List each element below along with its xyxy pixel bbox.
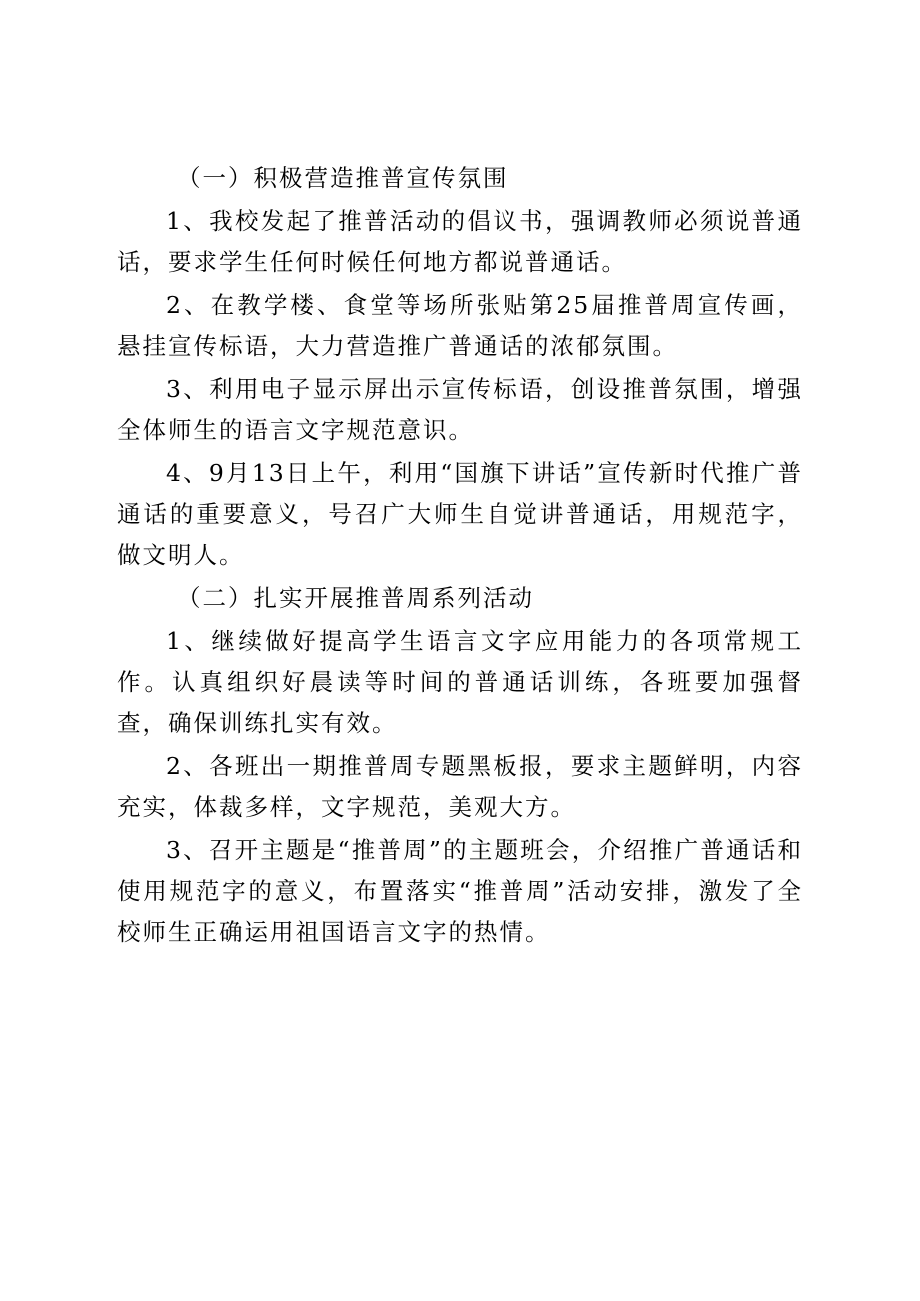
document-body [117, 158, 803, 955]
paragraph-2-2: 2、各班出一期推普周专题黑板报，要求主题鲜明，内容充实，体裁多样，文字规范，美观大方。 [117, 752, 803, 821]
paragraph-1-1: 1、我校发起了推普活动的倡议书，强调教师必须说普通话，要求学生任何时候任何地方都说普通话。 [117, 207, 803, 276]
paragraph-2-1: 1、继续做好提高学生语言文字应用能力的各项常规工作。认真组织好晨读等时间的普通话训练，各班要加强督查，确保训练扎实有效。 [117, 627, 803, 737]
paragraph-1-2: 2、在教学楼、食堂等场所张贴第25届推普周宣传画，悬挂宣传标语，大力营造推广普通话的浓郁氛围。 [117, 291, 803, 360]
paragraph-1-3: 3、利用电子显示屏出示宣传标语，创设推普氛围，增强全体师生的语言文字规范意识。 [117, 375, 803, 444]
paragraph-1-4: 4、9月13日上午，利用“国旗下讲话”宣传新时代推广普通话的重要意义，号召广大师生自觉讲普通话，用规范字，做文明人。 [117, 459, 803, 569]
section-heading-2: （二）扎实开展推普周系列活动 [177, 584, 534, 612]
paragraph-2-3: 3、召开主题是“推普周”的主题班会，介绍推广普通话和使用规范字的意义，布置落实“推普周”活动安排，激发了全校师生正确运用祖国语言文字的热情。 [117, 836, 803, 946]
section-heading-1: （一）积极营造推普宣传氛围 [177, 164, 509, 192]
